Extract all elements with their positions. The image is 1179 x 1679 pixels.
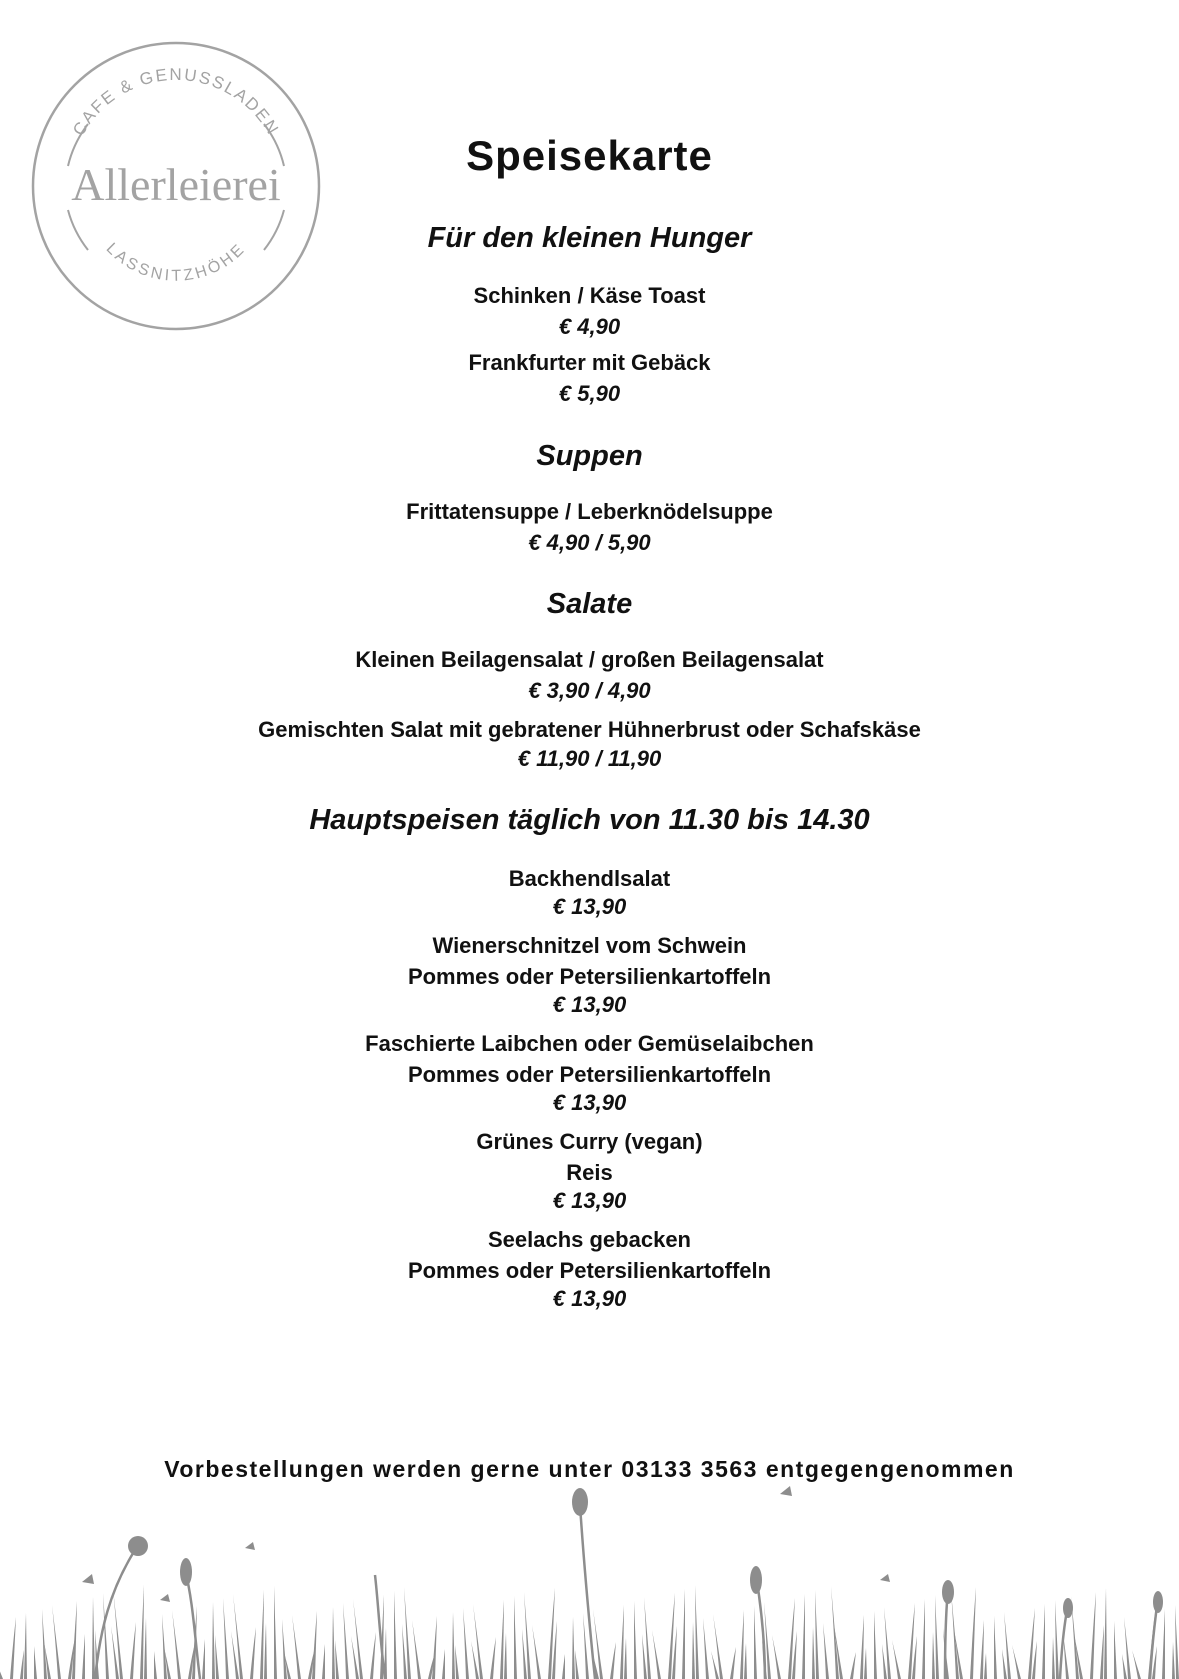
menu-item-side: Reis	[566, 1160, 613, 1185]
menu-item-side: Pommes oder Petersilienkartoffeln	[407, 1062, 772, 1087]
menu-item-price: € 5,90	[558, 381, 621, 406]
section-title: Salate	[546, 588, 633, 620]
section-title: Für den kleinen Hunger	[427, 222, 752, 254]
section-title: Hauptspeisen täglich von 11.30 bis 14.30	[309, 804, 870, 836]
menu-item-side: Pommes oder Petersilienkartoffeln	[407, 1258, 772, 1283]
menu-item-name: Faschierte Laibchen oder Gemüselaibchen	[365, 1031, 814, 1056]
menu-item-name: Backhendlsalat	[508, 866, 671, 891]
menu-item-name: Gemischten Salat mit gebratener Hühnerbrust oder Schafskäse	[258, 717, 921, 742]
flower-heads	[128, 1488, 1163, 1618]
menu-item-price: € 13,90	[552, 894, 627, 919]
logo-name: Allerleierei	[71, 159, 281, 210]
page-title: Speisekarte	[466, 132, 713, 179]
logo-bottom-text: LASSNITZHÖHE	[102, 239, 250, 285]
menu-item-price: € 11,90 / 11,90	[517, 746, 662, 771]
menu-item-price: € 13,90	[552, 1090, 627, 1115]
menu-item-side: Pommes oder Petersilienkartoffeln	[407, 964, 772, 989]
menu-item-name: Frankfurter mit Gebäck	[468, 350, 711, 375]
section-title: Suppen	[536, 440, 643, 472]
menu-item-price: € 13,90	[552, 992, 627, 1017]
menu-item-name: Wienerschnitzel vom Schwein	[432, 933, 747, 958]
butterfly-icons	[82, 1486, 890, 1602]
menu-item-price: € 3,90 / 4,90	[528, 678, 651, 703]
logo-top-text: CAFE & GENUSSLADEN	[69, 64, 283, 139]
menu-item-price: € 13,90	[552, 1286, 627, 1311]
menu-item-name: Frittatensuppe / Leberknödelsuppe	[406, 499, 773, 524]
menu-item-price: € 13,90	[552, 1188, 627, 1213]
menu-item-price: € 4,90	[558, 314, 621, 339]
reservation-note: Vorbestellungen werden gerne unter 03133 3563 entgegengenommen	[164, 1456, 1015, 1482]
menu-item-price: € 4,90 / 5,90	[528, 530, 651, 555]
menu-item-name: Grünes Curry (vegan)	[476, 1129, 703, 1154]
menu-item-name: Schinken / Käse Toast	[473, 283, 706, 308]
menu-item-name: Seelachs gebacken	[487, 1227, 691, 1252]
menu-item-name: Kleinen Beilagensalat / großen Beilagensalat	[355, 647, 824, 672]
meadow-illustration	[0, 1480, 1179, 1679]
